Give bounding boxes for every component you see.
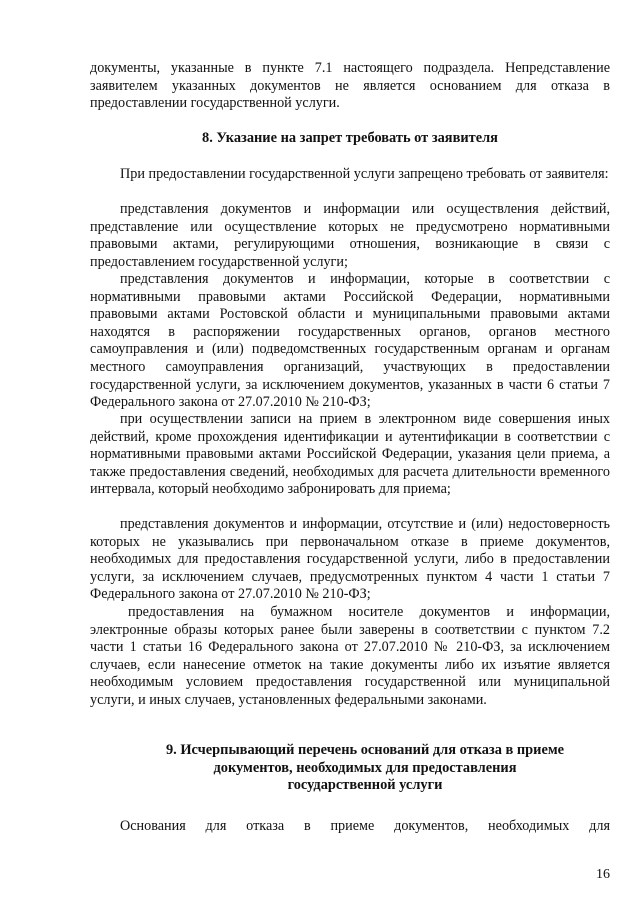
- paragraph-item-5: предоставления на бумажном носителе документов и информации, электронные образы которых ранее были заверены в соответствии с пунктом 7.2 части 1 статьи 16 Федерального закона от 27.07.2010 № 210-ФЗ, за исключением случаев, если нанесение отметок на такие документы либо их изъятие является необходимым условием предоставления государственной или муниципальной услуги, и иных случаев, установленных федеральными законами.: [90, 604, 610, 708]
- paragraph-prohibition-intro: При предоставлении государственной услуги запрещено требовать от заявителя:: [120, 166, 609, 182]
- paragraph-item-3: при осуществлении записи на прием в электронном виде совершения иных действий, кроме прохождения идентификации и аутентификации в соответствии с нормативными правовыми актами Российской Федерации, указания цели приема, а также предоставления сведений, необходимых для расчета длительности временного интервала, который необходимо забронировать для приема;: [90, 411, 610, 498]
- section-9-heading-line-2: документов, необходимых для предоставления: [213, 759, 517, 776]
- section-9-heading: [120, 742, 610, 795]
- section-8-heading: 8. Указание на запрет требовать от заявителя: [202, 130, 498, 146]
- paragraph-item-1: представления документов и информации или осуществления действий, представление или осуществление которых не предусмотрено нормативными правовыми актами, регулирующими отношения, возникающие в связи с предоставлением государственной услуги;: [90, 201, 610, 270]
- paragraph-item-4: представления документов и информации, отсутствие и (или) недостоверность которых не указывались при первоначальном отказе в приеме документов, необходимых для предоставления государственной услуги, либо в предоставлении услуги, за исключением случаев, предусмотренных пунктом 4 части 1 статьи 7 Федерального закона от 27.07.2010 № 210-ФЗ;: [90, 516, 610, 603]
- paragraph-intro: документы, указанные в пункте 7.1 настоящего подраздела. Непредставление заявителем указанных документов не является основанием для отказа в предоставлении государственной услуги.: [90, 60, 610, 112]
- paragraph-item-2: представления документов и информации, которые в соответствии с нормативными правовыми актами Российской Федерации, нормативными правовыми актами Ростовской области и муниципальными правовыми актами находятся в распоряжении государственных органов, органов местного самоуправления и (или) подведомственных государственным органам и органам местного самоуправления организаций, участвующих в предоставлении государственной услуги, за исключением документов, указанных в части 6 статьи 7 Федерального закона от 27.07.2010 № 210-ФЗ;: [90, 271, 610, 411]
- section-9-heading-line-3: государственной услуги: [287, 777, 443, 794]
- section-9-heading-line-1: 9. Исчерпывающий перечень оснований для отказа в приеме: [165, 742, 565, 758]
- page-number: 16: [596, 867, 610, 882]
- paragraph-grounds: Основания для отказа в приеме документов, необходимых для: [120, 818, 610, 834]
